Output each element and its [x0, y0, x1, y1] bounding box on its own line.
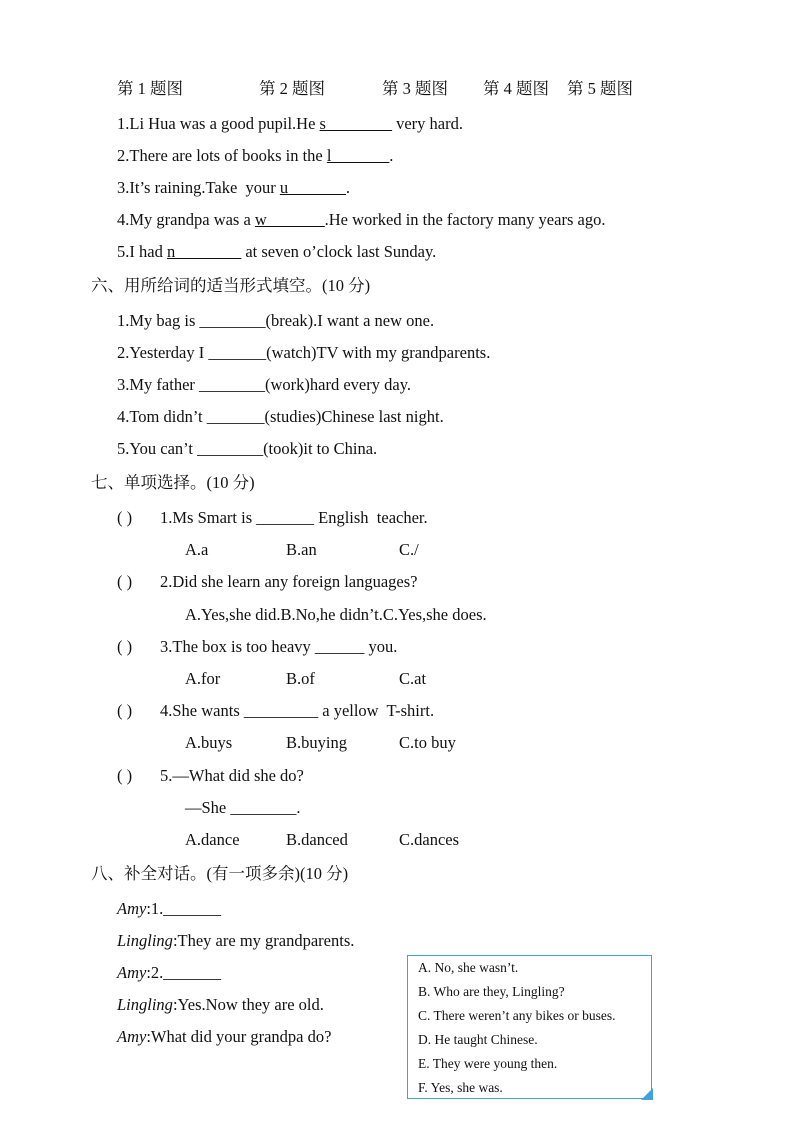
answer-blank[interactable]: w_______	[254, 210, 325, 229]
option-b[interactable]: B.of	[286, 669, 315, 688]
item-text: 4.My grandpa was a	[117, 210, 255, 229]
item-text: .He worked in the factory many years ago.	[324, 210, 606, 229]
section8-title: 八、补全对话。(有一项多余)(10 分)	[91, 864, 349, 883]
answer-blank[interactable]: n________	[166, 242, 242, 261]
item-text: at seven o’clock last Sunday.	[241, 242, 437, 261]
answer-blank[interactable]: s________	[319, 114, 392, 133]
part5-item-1	[117, 114, 463, 134]
speaker: Amy	[117, 963, 147, 982]
part5-item-4	[117, 210, 605, 230]
option-a[interactable]: A.buys	[185, 733, 233, 752]
box-option-a[interactable]: A. No, she wasn’t.	[418, 960, 519, 975]
figure-label-3: 第 3 题图	[382, 79, 448, 98]
section6-item-1: 1.My bag is ________(break).I want a new one.	[117, 311, 435, 330]
page-curl-icon	[641, 1088, 653, 1100]
answer-paren[interactable]: ( )	[117, 508, 133, 527]
item-text: .	[389, 146, 394, 165]
option-a[interactable]: A.for	[185, 669, 221, 688]
speaker: Lingling	[117, 931, 173, 950]
option-a[interactable]: A.dance	[185, 830, 240, 849]
speaker: Lingling	[117, 995, 173, 1014]
box-option-f[interactable]: F. Yes, she was.	[418, 1080, 503, 1095]
item-text: 1.Li Hua was a good pupil.He	[117, 114, 320, 133]
answer-blank[interactable]: u_______	[279, 178, 346, 197]
part5-item-2	[117, 146, 393, 166]
dialogue-line-2	[117, 931, 354, 951]
figure-label-2: 第 2 题图	[259, 79, 325, 98]
item-text: 2.There are lots of books in the	[117, 146, 327, 165]
question-1: 1.Ms Smart is _______ English teacher.	[160, 508, 428, 527]
speaker: Amy	[117, 899, 147, 918]
dialogue-text: :Yes.Now they are old.	[172, 995, 324, 1014]
answer-paren[interactable]: ( )	[117, 572, 133, 591]
dialogue-text: :2._______	[146, 963, 222, 982]
answer-paren[interactable]: ( )	[117, 766, 133, 785]
option-c[interactable]: C./	[399, 540, 419, 559]
figure-label-1: 第 1 题图	[117, 79, 183, 98]
dialogue-line-4	[117, 995, 324, 1015]
part5-item-3	[117, 178, 350, 198]
dialogue-line-5	[117, 1027, 331, 1047]
dialogue-text: :1._______	[146, 899, 222, 918]
option-c[interactable]: C.at	[399, 669, 427, 688]
figure-label-5: 第 5 题图	[567, 79, 633, 98]
part5-item-5	[117, 242, 436, 262]
speaker: Amy	[117, 1027, 147, 1046]
section6-item-4: 4.Tom didn’t _______(studies)Chinese last night.	[117, 407, 444, 426]
section6-item-3: 3.My father ________(work)hard every day.	[117, 375, 412, 394]
question-5: 5.—What did she do?	[160, 766, 304, 785]
item-text: .	[345, 178, 351, 197]
answer-paren[interactable]: ( )	[117, 701, 133, 720]
dialogue-text: :They are my grandparents.	[172, 931, 355, 950]
box-option-c[interactable]: C. There weren’t any bikes or buses.	[418, 1008, 616, 1023]
box-option-b[interactable]: B. Who are they, Lingling?	[418, 984, 565, 999]
dialogue-text: :What did your grandpa do?	[146, 1027, 332, 1046]
figure-label-4: 第 4 题图	[483, 79, 549, 98]
question-2: 2.Did she learn any foreign languages?	[160, 572, 418, 591]
option-b[interactable]: B.buying	[286, 733, 347, 752]
question-5-response: —She ________.	[185, 798, 301, 817]
option-b[interactable]: B.an	[286, 540, 317, 559]
dialogue-line-1	[117, 899, 221, 919]
section6-title: 六、用所给词的适当形式填空。(10 分)	[91, 276, 371, 295]
option-a[interactable]: A.a	[185, 540, 209, 559]
item-text: 3.It’s raining.Take your	[117, 178, 280, 197]
option-b[interactable]: B.danced	[286, 830, 348, 849]
item-text: very hard.	[391, 114, 463, 133]
box-option-e[interactable]: E. They were young then.	[418, 1056, 558, 1071]
option-c[interactable]: C.dances	[399, 830, 460, 849]
item-text: 5.I had	[117, 242, 167, 261]
section7-title: 七、单项选择。(10 分)	[91, 473, 255, 492]
option-c[interactable]: C.to buy	[399, 733, 456, 752]
options-box	[407, 955, 652, 1099]
dialogue-line-3	[117, 963, 221, 983]
options-line[interactable]: A.Yes,she did.B.No,he didn’t.C.Yes,she does.	[185, 605, 487, 624]
answer-blank[interactable]: l_______	[326, 146, 390, 165]
section6-item-5: 5.You can’t ________(took)it to China.	[117, 439, 378, 458]
question-3: 3.The box is too heavy ______ you.	[160, 637, 398, 656]
section6-item-2: 2.Yesterday I _______(watch)TV with my grandparents.	[117, 343, 491, 362]
answer-paren[interactable]: ( )	[117, 637, 133, 656]
question-4: 4.She wants _________ a yellow T-shirt.	[160, 701, 435, 720]
box-option-d[interactable]: D. He taught Chinese.	[418, 1032, 538, 1047]
